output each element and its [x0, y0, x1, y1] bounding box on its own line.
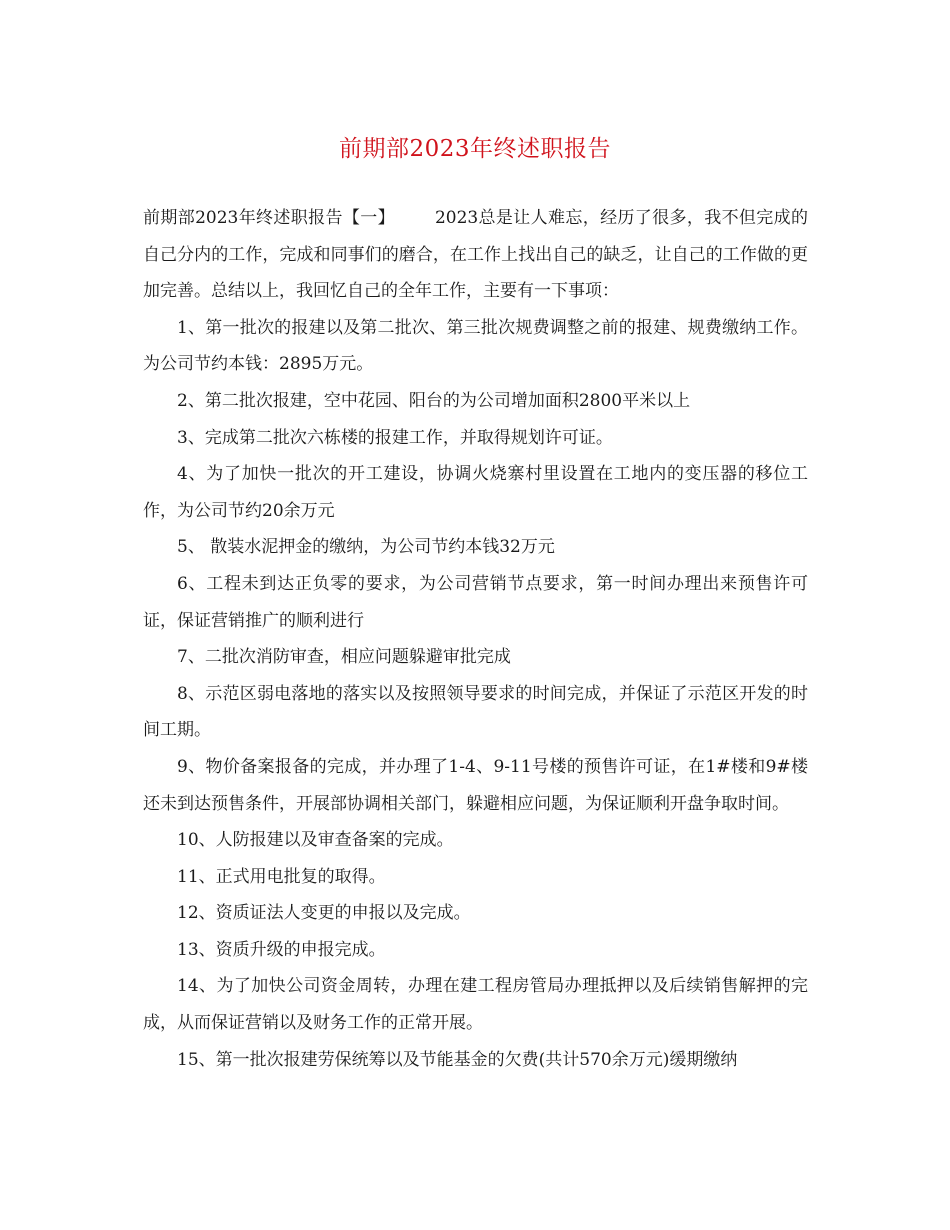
- document-title: 前期部2023年终述职报告: [338, 136, 612, 162]
- list-item: 10、人防报建以及审查备案的完成。: [177, 830, 454, 851]
- list-item: 15、第一批次报建劳保统筹以及节能基金的欠费(共计570余万元)缓期缴纳: [177, 1049, 738, 1070]
- list-item: 9、物价备案报备的完成，并办理了1-4、9-11号楼的预售许可证，在1#楼和9#楼还未到达预售条件，开展部协调相关部门，躲避相应问题，为保证顺利开盘争取时间。: [143, 756, 808, 814]
- work-items-list: [143, 310, 808, 1078]
- list-item: 3、完成第二批次六栋楼的报建工作，并取得规划许可证。: [177, 427, 613, 448]
- list-item: 4、为了加快一批次的开工建设，协调火烧寨村里设置在工地内的变压器的移位工作，为公司节约20余万元: [143, 464, 808, 521]
- list-item: 7、二批次消防审查，相应问题躲避审批完成: [177, 647, 511, 668]
- list-item: 14、为了加快公司资金周转，办理在建工程房管局办理抵押以及后续销售解押的完成，从而保证营销以及财务工作的正常开展。: [143, 976, 808, 1034]
- intro-text: 2023总是让人难忘，经历了很多，我不但完成的自己分内的工作，完成和同事们的磨合，在工作上找出自己的缺乏，让自己的工作做的更加完善。总结以上，我回忆自己的全年工作，主要有一下事项：: [143, 208, 809, 302]
- intro-paragraph: [143, 200, 808, 310]
- list-item: 11、正式用电批复的取得。: [177, 866, 386, 887]
- list-item: 8、示范区弱电落地的落实以及按照领导要求的时间完成，并保证了示范区开发的时间工期。: [143, 683, 808, 741]
- list-item: 5、 散装水泥押金的缴纳，为公司节约本钱32万元: [177, 537, 555, 558]
- intro-heading: 前期部2023年终述职报告【一】: [143, 208, 395, 228]
- list-item: 13、资质升级的申报完成。: [177, 939, 386, 960]
- list-item: 6、工程未到达正负零的要求，为公司营销节点要求，第一时间办理出来预售许可证，保证营销推广的顺利进行: [143, 573, 808, 631]
- document-body: [143, 200, 808, 1078]
- list-item: 1、第一批次的报建以及第二批次、第三批次规费调整之前的报建、规费缴纳工作。为公司节约本钱：2895万元。: [143, 317, 808, 375]
- list-item: 12、资质证法人变更的申报以及完成。: [177, 903, 471, 924]
- list-item: 2、第二批次报建，空中花园、阳台的为公司增加面积2800平米以上: [177, 390, 691, 411]
